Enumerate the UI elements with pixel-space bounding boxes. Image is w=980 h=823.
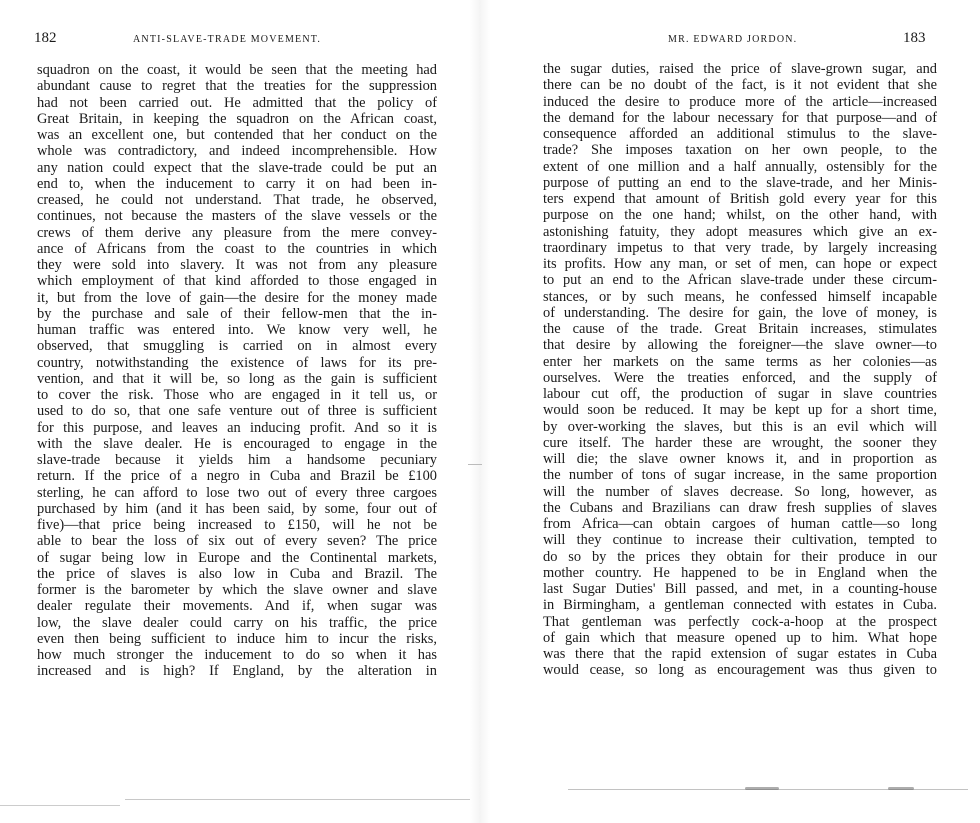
text-line: labour cut off, the production of sugar in slave countries (543, 386, 937, 402)
text-line: increased and is high? If England, by the alteration in (37, 663, 437, 680)
text-line: observed, that smuggling is carried on in almost every (37, 338, 437, 355)
text-line: for this purpose, and leaves an inducing profit. And so it is (37, 419, 437, 436)
text-line: there can be no doubt of the fact, is it not evident that she (543, 77, 937, 94)
book-gutter (470, 0, 490, 823)
text-line: of understanding. The desire for gain, the love of money, is (543, 304, 937, 321)
right-page (490, 0, 980, 823)
text-line: last Sugar Duties' Bill passed, and met, in a counting-house (543, 581, 937, 597)
text-line: vention, and that it will be, so long as the gain is sufficient (37, 370, 437, 387)
text-line: induced the desire to produce more of the article—increased (543, 93, 937, 110)
text-line: from Africa—can obtain cargoes of human cattle—so long (543, 516, 937, 532)
text-line: That gentleman was perfectly cock-a-hoop at the prospect (543, 613, 937, 630)
text-line: used to do so, that one safe venture out of three is sufficient (37, 403, 437, 420)
text-line: creased, he could not understand. That trade, he observed, (37, 192, 437, 208)
right-running-head: MR. EDWARD JORDON. (668, 34, 798, 45)
text-line: continues, not because the masters of the slave vessels or the (37, 208, 437, 225)
text-line: dealer regulate their movements. And if, when sugar was (37, 598, 437, 615)
text-line: will die; the slave owner knows it, and in proportion as (543, 451, 937, 467)
text-line: by over-working the slaves, but this is an evil which will (543, 418, 937, 435)
text-line: purchased by him (and it has been said, by some, four out of (37, 500, 437, 517)
text-line: its profits. How any man, or set of men, can hope or expect (543, 256, 937, 272)
text-line: even then being sufficient to induce him to incur the risks, (37, 630, 437, 647)
right-body-text (543, 61, 937, 679)
text-line: the cause of the trade. Great Britain increases, stimulates (543, 321, 937, 337)
text-line: trade? She imposes taxation on her own people, to the (543, 142, 937, 159)
text-line: that desire by allowing the foreigner—the slave owner—to (543, 337, 937, 354)
text-line: the price of slaves is also low in Cuba and Brazil. The (37, 565, 437, 582)
left-running-head: ANTI-SLAVE-TRADE MOVEMENT. (133, 34, 322, 45)
text-line: by the purchase and sale of their fellow-men that the in- (37, 305, 437, 322)
text-line: return. If the price of a negro in Cuba and Brazil be £100 (37, 468, 437, 485)
text-line: former is the barometer by which the slave owner and slave (37, 582, 437, 598)
text-line: to cover the risk. Those who are engaged in it tell us, or (37, 387, 437, 403)
text-line: ance of Africans from the coast to the countries in which (37, 240, 437, 257)
text-line: traordinary impetus to that very trade, by largely increasing (543, 239, 937, 256)
text-line: the number of tons of sugar increase, in the same proportion (543, 467, 937, 484)
text-line: squadron on the coast, it would be seen that the meeting had (37, 62, 437, 78)
text-line: ters expend that amount of British gold every year for this (543, 191, 937, 207)
text-line: sterling, he can afford to lose two out of every three cargoes (37, 484, 437, 501)
text-line: cure itself. The harder these are wrought, the sooner they (543, 434, 937, 451)
text-line: extent of one million and a half annually, ostensibly for the (543, 158, 937, 175)
left-body-text (37, 62, 437, 680)
text-line: purpose on the one hand; whilst, on the other hand, with (543, 207, 937, 224)
text-line: mother country. He happened to be in England when the (543, 564, 937, 581)
left-page-number: 182 (34, 30, 57, 46)
scan-smudge (888, 787, 914, 790)
text-line: low, the slave dealer could carry on his traffic, the price (37, 614, 437, 631)
text-line: to put an end to the African slave-trade under these circum- (543, 272, 937, 289)
scan-smudge (745, 787, 779, 790)
text-line: they were sold into slavery. It was not from any pleasure (37, 257, 437, 273)
text-line: purpose of putting an end to the slave-trade, and her Minis- (543, 174, 937, 191)
text-line: it, but from the love of gain—the desire for the money made (37, 289, 437, 306)
scan-edge-line (0, 805, 120, 806)
text-line: any nation could expect that the slave-trade could be put an (37, 159, 437, 176)
text-line: abundant cause to regret that the treaties for the suppression (37, 78, 437, 95)
text-line: enter her markets on the same terms as her colonies—as (543, 353, 937, 370)
text-line: will the number of slaves decrease. So long, however, as (543, 483, 937, 500)
text-line: will they continue to increase their cultivation, tempted to (543, 532, 937, 549)
text-line: human traffic was entered into. We know very well, he (37, 322, 437, 338)
text-line: crews of them derive any pleasure from the mere convey- (37, 224, 437, 241)
text-line: ourselves. Were the treaties enforced, and the supply of (543, 369, 937, 386)
text-line: the demand for the labour necessary for that purpose—and of (543, 109, 937, 126)
right-page-number: 183 (903, 30, 926, 46)
text-line: the Cubans and Brazilians can draw fresh supplies of slaves (543, 499, 937, 516)
text-line: of gain which that measure opened up to him. What hope (543, 629, 937, 646)
text-line: with the slave dealer. He is encouraged to engage in the (37, 435, 437, 452)
text-line: the sugar duties, raised the price of slave-grown sugar, and (543, 61, 937, 77)
text-line: was there that the rapid extension of sugar estates in Cuba (543, 646, 937, 662)
text-line: slave-trade because it yields him a handsome pecuniary (37, 452, 437, 468)
text-line: do so by the prices they obtain for their produce in our (543, 548, 937, 565)
text-line: end to, when the inducement to carry it on had been in- (37, 175, 437, 192)
text-line: whole was contradictory, and indeed incomprehensible. How (37, 143, 437, 160)
text-line: stances, or by such means, he confessed himself incapable (543, 288, 937, 305)
text-line: able to bear the loss of six out of every seven? The price (37, 533, 437, 550)
text-line: would soon be reduced. It may be kept up for a short time, (543, 402, 937, 419)
text-line: country, notwithstanding the existence of laws for its pre- (37, 354, 437, 371)
margin-mark (468, 464, 482, 465)
text-line: how much stronger the inducement to do so when it has (37, 647, 437, 663)
text-line: which employment of that kind afforded to those engaged in (37, 273, 437, 290)
text-line: Great Britain, in keeping the squadron on the African coast, (37, 110, 437, 127)
text-line: of sugar being low in Europe and the Continental markets, (37, 549, 437, 566)
scan-edge-line (125, 799, 470, 800)
left-page (0, 0, 470, 823)
text-line: five)—that price being increased to £150, will he not be (37, 517, 437, 533)
text-line: was an excellent one, but contended that her conduct on the (37, 127, 437, 143)
text-line: astonishing fatuity, they adopt measures which give an ex- (543, 223, 937, 240)
text-line: in Birmingham, a gentleman connected with estates in Cuba. (543, 597, 937, 614)
text-line: consequence afforded an additional stimulus to the slave- (543, 126, 937, 142)
text-line: would cease, so long as encouragement was thus given to (543, 662, 937, 679)
text-line: had not been carried out. He admitted that the policy of (37, 94, 437, 111)
